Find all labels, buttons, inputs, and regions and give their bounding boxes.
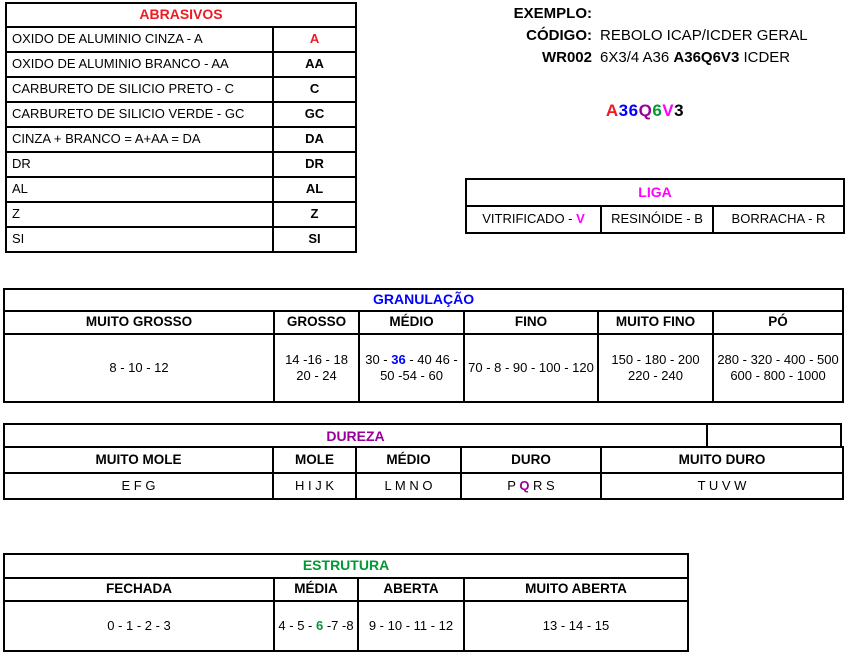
exemplo-block bbox=[462, 4, 808, 67]
abrasivo-label: Z bbox=[6, 202, 273, 227]
granulacao-value: 150 - 180 - 200 220 - 240 bbox=[598, 334, 713, 402]
column-header: DURO bbox=[461, 447, 601, 473]
table-row bbox=[6, 27, 356, 52]
column-header: FECHADA bbox=[4, 578, 274, 601]
abrasivo-code: DR bbox=[273, 152, 356, 177]
estrutura-value: 13 - 14 - 15 bbox=[464, 601, 688, 651]
table-row bbox=[6, 177, 356, 202]
table-row bbox=[4, 334, 843, 402]
granulacao-value: 280 - 320 - 400 - 500 600 - 800 - 1000 bbox=[713, 334, 843, 402]
dureza-value: E F G bbox=[4, 473, 273, 499]
table-row bbox=[4, 554, 688, 578]
table-row bbox=[6, 152, 356, 177]
column-header: MÉDIO bbox=[359, 311, 464, 334]
column-header: GROSSO bbox=[274, 311, 359, 334]
wr-code-value: 6X3/4 A36 A36Q6V3 ICDER bbox=[600, 49, 791, 66]
column-header: MUITO MOLE bbox=[4, 447, 273, 473]
dureza-table bbox=[3, 423, 842, 500]
abrasivo-label: CINZA + BRANCO = A+AA = DA bbox=[6, 127, 273, 152]
abrasivo-label: OXIDO DE ALUMINIO BRANCO - AA bbox=[6, 52, 273, 77]
column-header: MUITO GROSSO bbox=[4, 311, 274, 334]
granulacao-value: 14 -16 - 18 20 - 24 bbox=[274, 334, 359, 402]
granulacao-table bbox=[3, 288, 844, 403]
estrutura-value: 9 - 10 - 11 - 12 bbox=[358, 601, 464, 651]
liga-cell-vitrificado: VITRIFICADO - V bbox=[466, 206, 601, 233]
dureza-header-empty-cell bbox=[706, 423, 842, 448]
dureza-value: P Q R S bbox=[461, 473, 601, 499]
abrasivo-label: DR bbox=[6, 152, 273, 177]
codigo-label: CÓDIGO: bbox=[526, 27, 592, 44]
granulacao-value: 70 - 8 - 90 - 100 - 120 bbox=[464, 334, 598, 402]
colored-code: A36Q6V3 bbox=[605, 101, 685, 120]
table-row bbox=[4, 289, 843, 311]
abrasivo-code: AL bbox=[273, 177, 356, 202]
column-header: FINO bbox=[464, 311, 598, 334]
abrasivos-table bbox=[5, 2, 357, 253]
column-header: MUITO FINO bbox=[598, 311, 713, 334]
table-row bbox=[6, 127, 356, 152]
exemplo-title: EXEMPLO: bbox=[513, 5, 592, 22]
table-row bbox=[6, 3, 356, 27]
column-header: MUITO DURO bbox=[601, 447, 843, 473]
liga-table bbox=[465, 178, 845, 234]
abrasivo-code: SI bbox=[273, 227, 356, 252]
table-row bbox=[6, 202, 356, 227]
table-row bbox=[6, 77, 356, 102]
abrasivo-label: SI bbox=[6, 227, 273, 252]
abrasivo-label: CARBURETO DE SILICIO PRETO - C bbox=[6, 77, 273, 102]
abrasivo-label: AL bbox=[6, 177, 273, 202]
table-row bbox=[4, 601, 688, 651]
column-header: MUITO ABERTA bbox=[464, 578, 688, 601]
column-header: MÉDIO bbox=[356, 447, 461, 473]
abrasivo-code: AA bbox=[273, 52, 356, 77]
table-row bbox=[4, 311, 843, 334]
estrutura-value: 4 - 5 - 6 -7 -8 bbox=[274, 601, 358, 651]
estrutura-value: 0 - 1 - 2 - 3 bbox=[4, 601, 274, 651]
dureza-title: DUREZA bbox=[3, 423, 708, 448]
liga-title: LIGA bbox=[466, 179, 844, 206]
column-header: PÓ bbox=[713, 311, 843, 334]
codigo-value: REBOLO ICAP/ICDER GERAL bbox=[600, 27, 808, 44]
estrutura-title: ESTRUTURA bbox=[4, 554, 688, 578]
granulacao-value: 30 - 36 - 40 46 - 50 -54 - 60 bbox=[359, 334, 464, 402]
abrasivo-code: Z bbox=[273, 202, 356, 227]
column-header: ABERTA bbox=[358, 578, 464, 601]
wr-code-label: WR002 bbox=[541, 49, 592, 66]
table-row bbox=[466, 206, 844, 233]
abrasivo-code: A bbox=[273, 27, 356, 52]
table-row bbox=[6, 102, 356, 127]
liga-cell-borracha: BORRACHA - R bbox=[713, 206, 844, 233]
table-row bbox=[466, 179, 844, 206]
granulacao-value: 8 - 10 - 12 bbox=[4, 334, 274, 402]
abrasivo-label: OXIDO DE ALUMINIO CINZA - A bbox=[6, 27, 273, 52]
dureza-value: H I J K bbox=[273, 473, 356, 499]
column-header: MÉDIA bbox=[274, 578, 358, 601]
table-row bbox=[6, 227, 356, 252]
table-row bbox=[4, 473, 843, 499]
column-header: MOLE bbox=[273, 447, 356, 473]
table-row bbox=[4, 447, 843, 473]
table-row bbox=[6, 52, 356, 77]
abrasivo-label: CARBURETO DE SILICIO VERDE - GC bbox=[6, 102, 273, 127]
abrasivo-code: GC bbox=[273, 102, 356, 127]
abrasivo-code: DA bbox=[273, 127, 356, 152]
abrasivos-title: ABRASIVOS bbox=[6, 3, 356, 27]
dureza-value: L M N O bbox=[356, 473, 461, 499]
abrasivo-code: C bbox=[273, 77, 356, 102]
granulacao-title: GRANULAÇÃO bbox=[4, 289, 843, 311]
table-row bbox=[4, 578, 688, 601]
liga-cell-resinoide: RESINÓIDE - B bbox=[601, 206, 713, 233]
dureza-header-row bbox=[3, 423, 842, 448]
estrutura-table bbox=[3, 553, 689, 652]
dureza-value: T U V W bbox=[601, 473, 843, 499]
